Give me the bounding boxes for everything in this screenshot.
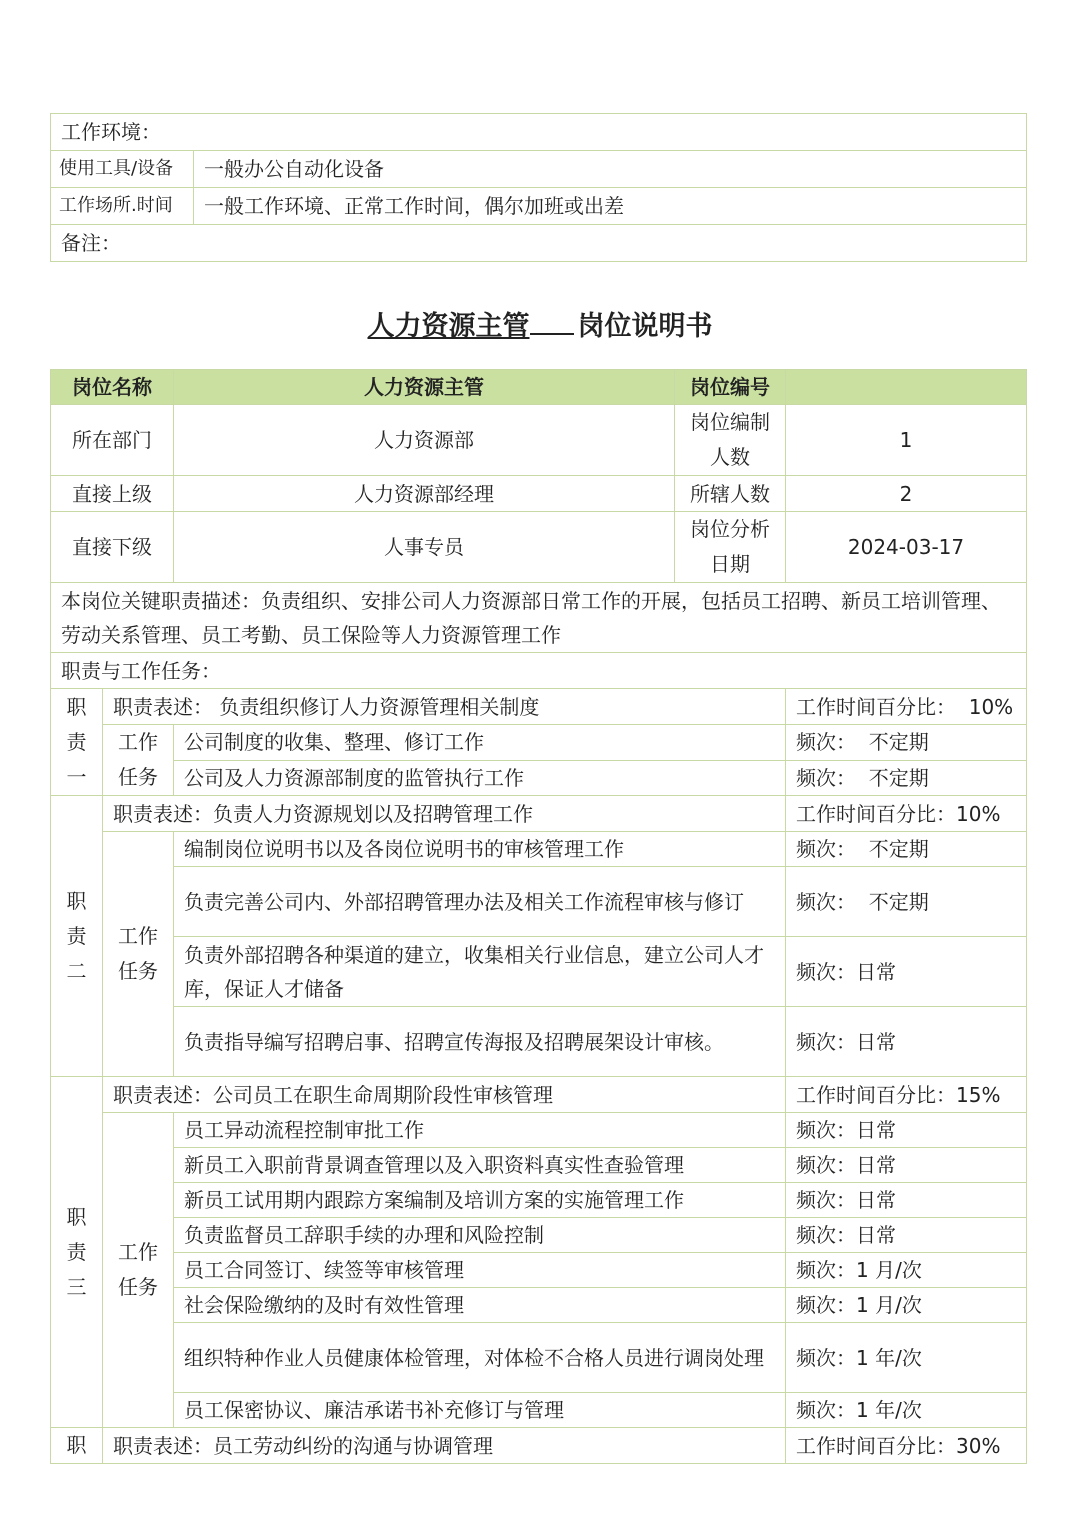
title-position: 人力资源主管 bbox=[367, 311, 530, 342]
task-frequency: 频次：1 月/次 bbox=[786, 1288, 1027, 1323]
position-code-label: 岗位编号 bbox=[675, 370, 786, 405]
duty-time-percent: 工作时间百分比：30% bbox=[786, 1428, 1027, 1464]
duty-label bbox=[51, 1428, 103, 1464]
task-frequency: 频次：1 年/次 bbox=[786, 1323, 1027, 1393]
task-frequency: 频次：1 月/次 bbox=[786, 1253, 1027, 1288]
duty-description: 职责表述： 负责组织修订人力资源管理相关制度 bbox=[103, 689, 786, 725]
subordinate-label: 直接下级 bbox=[51, 512, 174, 583]
task-frequency: 频次：日常 bbox=[786, 937, 1027, 1007]
task-label-line: 工作 bbox=[118, 1240, 158, 1264]
position-name-value: 人力资源主管 bbox=[174, 370, 675, 405]
remark: 备注： bbox=[51, 225, 1027, 262]
task-label bbox=[103, 832, 174, 1077]
quota-label-line1: 岗位编制 bbox=[690, 410, 770, 434]
task-text: 编制岗位说明书以及各岗位说明书的审核管理工作 bbox=[174, 832, 786, 867]
analysis-date-label-line1: 岗位分析 bbox=[690, 517, 770, 541]
work-environment-table bbox=[50, 113, 1027, 262]
env-heading: 工作环境： bbox=[51, 114, 1027, 151]
task-text: 员工合同签订、续签等审核管理 bbox=[174, 1253, 786, 1288]
place-label: 工作场所.时间 bbox=[51, 188, 194, 225]
task-frequency: 频次：日常 bbox=[786, 1148, 1027, 1183]
task-text: 新员工入职前背景调查管理以及入职资料真实性查验管理 bbox=[174, 1148, 786, 1183]
task-frequency: 频次：日常 bbox=[786, 1007, 1027, 1077]
task-text: 公司制度的收集、整理、修订工作 bbox=[174, 725, 786, 761]
duty-description: 职责表述：负责人力资源规划以及招聘管理工作 bbox=[103, 796, 786, 832]
task-label-line: 任务 bbox=[118, 959, 158, 983]
duty-description: 职责表述：员工劳动纠纷的沟通与协调管理 bbox=[103, 1428, 786, 1464]
task-label bbox=[103, 1113, 174, 1428]
duty-label-char: 职 bbox=[66, 1204, 87, 1229]
task-text: 负责监督员工辞职手续的办理和风险控制 bbox=[174, 1218, 786, 1253]
duty-label bbox=[51, 689, 103, 796]
task-frequency: 频次： 不定期 bbox=[786, 725, 1027, 761]
task-frequency: 频次： 不定期 bbox=[786, 867, 1027, 937]
title-underline-gap bbox=[530, 311, 574, 335]
task-frequency: 频次：1 年/次 bbox=[786, 1393, 1027, 1428]
task-text: 员工保密协议、廉洁承诺书补充修订与管理 bbox=[174, 1393, 786, 1428]
task-label-line: 任务 bbox=[118, 1275, 158, 1299]
duties-heading: 职责与工作任务： bbox=[51, 653, 1027, 689]
task-text: 社会保险缴纳的及时有效性管理 bbox=[174, 1288, 786, 1323]
task-label bbox=[103, 725, 174, 796]
department-value: 人力资源部 bbox=[174, 405, 675, 476]
tools-label: 使用工具/设备 bbox=[51, 151, 194, 188]
duty-time-percent: 工作时间百分比： 10% bbox=[786, 689, 1027, 725]
duty-label-char: 职 bbox=[66, 888, 87, 913]
tools-value: 一般办公自动化设备 bbox=[194, 151, 1027, 188]
task-text: 员工异动流程控制审批工作 bbox=[174, 1113, 786, 1148]
quota-value: 1 bbox=[786, 405, 1027, 476]
position-name-label: 岗位名称 bbox=[51, 370, 174, 405]
analysis-date-label bbox=[675, 512, 786, 583]
task-text: 新员工试用期内跟踪方案编制及培训方案的实施管理工作 bbox=[174, 1183, 786, 1218]
duty-label-char: 一 bbox=[66, 764, 87, 789]
subordinates-count-label: 所辖人数 bbox=[675, 476, 786, 512]
task-label-line: 工作 bbox=[118, 730, 158, 754]
subordinate-value: 人事专员 bbox=[174, 512, 675, 583]
duty-label-char: 二 bbox=[66, 958, 87, 983]
task-label-line: 任务 bbox=[118, 765, 158, 789]
duty-label-char: 责 bbox=[66, 923, 87, 948]
position-table bbox=[50, 369, 1027, 1464]
duty-label-char: 责 bbox=[66, 729, 87, 754]
task-frequency: 频次：日常 bbox=[786, 1183, 1027, 1218]
task-frequency: 频次：日常 bbox=[786, 1113, 1027, 1148]
duty-time-percent: 工作时间百分比：15% bbox=[786, 1077, 1027, 1113]
task-text: 负责外部招聘各种渠道的建立，收集相关行业信息，建立公司人才库，保证人才储备 bbox=[174, 937, 786, 1007]
key-duty-description: 本岗位关键职责描述：负责组织、安排公司人力资源部日常工作的开展，包括员工招聘、新员工培训管理、劳动关系管理、员工考勤、员工保险等人力资源管理工作 bbox=[51, 583, 1027, 653]
duty-label-char: 职 bbox=[66, 694, 87, 719]
duty-label bbox=[51, 1077, 103, 1428]
quota-label bbox=[675, 405, 786, 476]
superior-value: 人力资源部经理 bbox=[174, 476, 675, 512]
duty-time-percent: 工作时间百分比：10% bbox=[786, 796, 1027, 832]
duty-label bbox=[51, 796, 103, 1077]
task-text: 负责完善公司内、外部招聘管理办法及相关工作流程审核与修订 bbox=[174, 867, 786, 937]
department-label: 所在部门 bbox=[51, 405, 174, 476]
task-label-line: 工作 bbox=[118, 924, 158, 948]
position-code-value bbox=[786, 370, 1027, 405]
analysis-date-value: 2024-03-17 bbox=[786, 512, 1027, 583]
place-value: 一般工作环境、正常工作时间，偶尔加班或出差 bbox=[194, 188, 1027, 225]
subordinates-count-value: 2 bbox=[786, 476, 1027, 512]
task-text: 负责指导编写招聘启事、招聘宣传海报及招聘展架设计审核。 bbox=[174, 1007, 786, 1077]
task-frequency: 频次：日常 bbox=[786, 1218, 1027, 1253]
duty-label-char: 职 bbox=[66, 1433, 87, 1457]
quota-label-line2: 人数 bbox=[710, 445, 750, 469]
page-title bbox=[0, 305, 1080, 349]
task-frequency: 频次： 不定期 bbox=[786, 832, 1027, 867]
title-document: 岗位说明书 bbox=[577, 311, 713, 342]
superior-label: 直接上级 bbox=[51, 476, 174, 512]
duty-label-char: 责 bbox=[66, 1239, 87, 1264]
task-text: 公司及人力资源部制度的监管执行工作 bbox=[174, 760, 786, 796]
task-frequency: 频次： 不定期 bbox=[786, 760, 1027, 796]
duty-description: 职责表述：公司员工在职生命周期阶段性审核管理 bbox=[103, 1077, 786, 1113]
duty-label-char: 三 bbox=[66, 1274, 87, 1299]
analysis-date-label-line2: 日期 bbox=[710, 552, 750, 576]
task-text: 组织特种作业人员健康体检管理，对体检不合格人员进行调岗处理 bbox=[174, 1323, 786, 1393]
